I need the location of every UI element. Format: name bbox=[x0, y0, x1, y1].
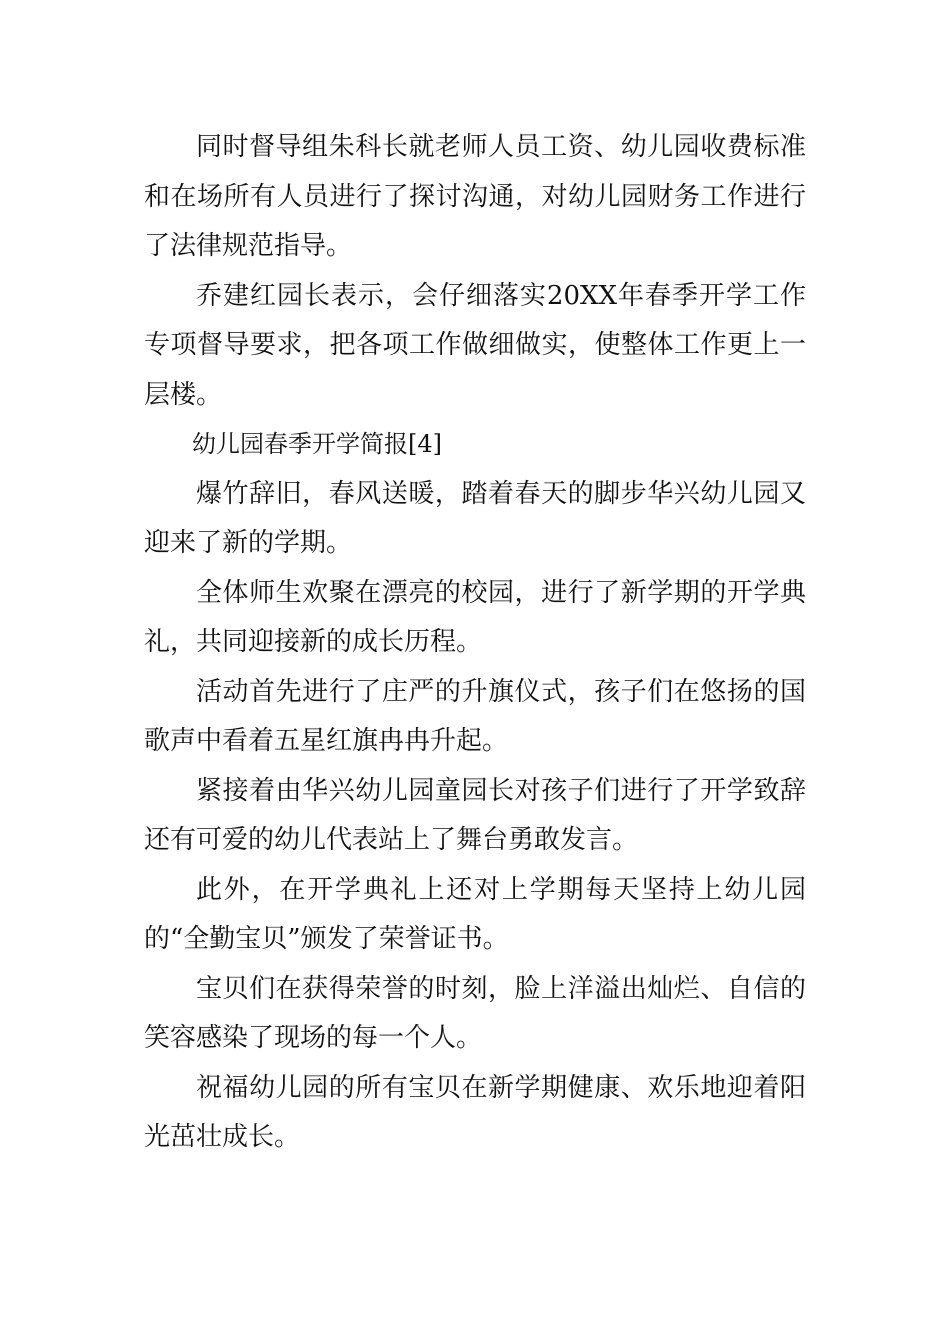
paragraph-new-semester: 爆竹辞旧，春风送暖，踏着春天的脚步华兴幼儿园又迎来了新的学期。 bbox=[144, 478, 806, 558]
paragraph-principal-statement: 乔建红园长表示，会仔细落实20XX年春季开学工作专项督导要求，把各项工作做细做实，使整体工作更上一层楼。 bbox=[144, 280, 806, 410]
paragraph-flag-raising: 活动首先进行了庄严的升旗仪式，孩子们在悠扬的国歌声中看着五星红旗冉冉升起。 bbox=[144, 676, 806, 756]
paragraph-supervision-finance: 同时督导组朱科长就老师人员工资、幼儿园收费标准和在场所有人员进行了探讨沟通，对幼儿园财务工作进行了法律规范指导。 bbox=[144, 132, 806, 261]
paragraph-honor-smiles: 宝贝们在获得荣誉的时刻，脸上洋溢出灿烂、自信的笑容感染了现场的每一个人。 bbox=[144, 973, 806, 1053]
paragraph-blessing: 祝福幼儿园的所有宝贝在新学期健康、欢乐地迎着阳光茁壮成长。 bbox=[144, 1072, 806, 1152]
paragraph-principal-speech: 紧接着由华兴幼儿园童园长对孩子们进行了开学致辞还有可爱的幼儿代表站上了舞台勇敢发言。 bbox=[144, 775, 806, 855]
paragraph-opening-ceremony: 全体师生欢聚在漂亮的校园，进行了新学期的开学典礼，共同迎接新的成长历程。 bbox=[144, 577, 806, 657]
document-body bbox=[144, 123, 806, 1163]
paragraph-attendance-awards: 此外，在开学典礼上还对上学期每天坚持上幼儿园的“全勤宝贝”颁发了荣誉证书。 bbox=[144, 874, 806, 954]
section-title: 幼儿园春季开学简报[4] bbox=[192, 430, 442, 458]
